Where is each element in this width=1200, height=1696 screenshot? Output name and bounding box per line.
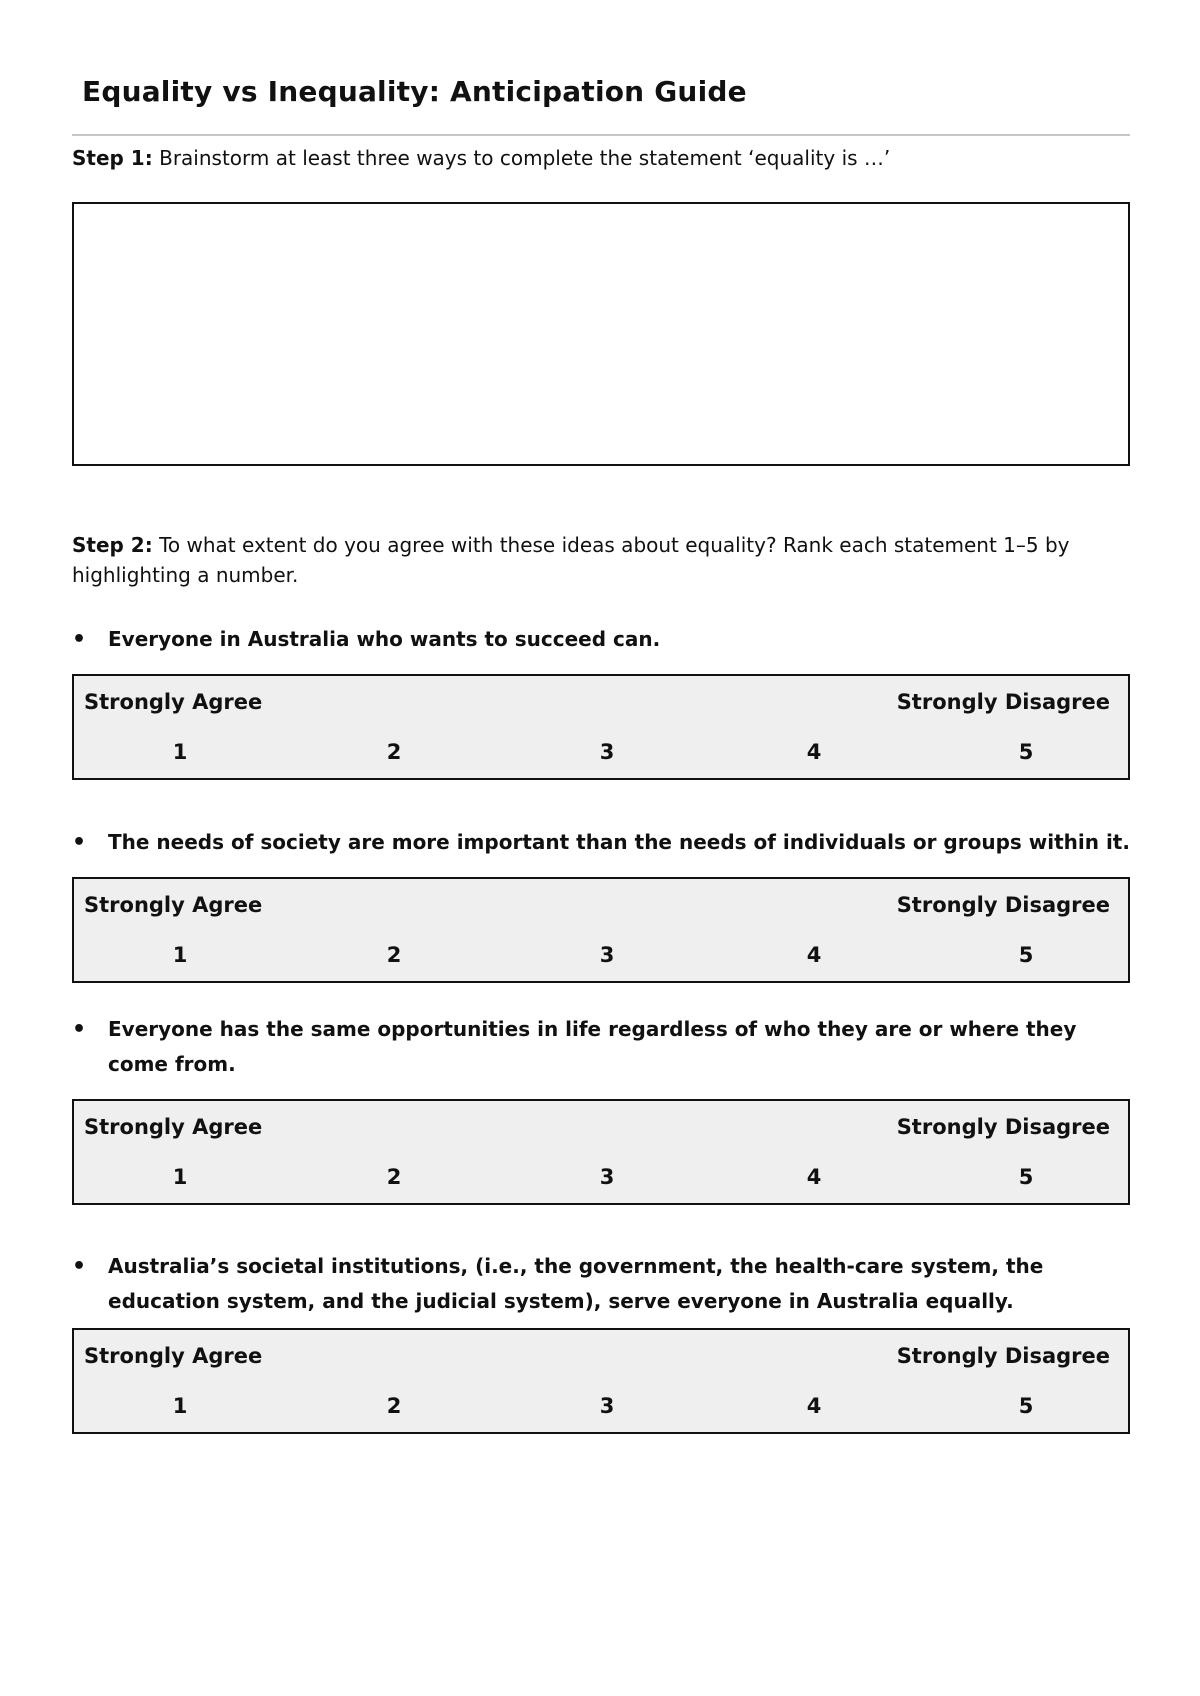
rating-option-5[interactable]: 5 [1018,943,1034,967]
rating-option-4[interactable]: 4 [806,943,822,967]
strongly-disagree-label: Strongly Disagree [896,1115,1110,1139]
step-1-label: Step 1: [72,146,153,170]
strongly-agree-label: Strongly Agree [84,1344,263,1368]
statement-2 [72,825,1132,860]
rating-scale-3 [72,1099,1130,1205]
rating-scale-1 [72,674,1130,780]
statement-text: Everyone in Australia who wants to succeed can. [108,627,661,651]
rating-option-3[interactable]: 3 [599,1394,615,1418]
statement-text: The needs of society are more important than the needs of individuals or groups within it. [108,830,1130,854]
rating-option-5[interactable]: 5 [1018,1165,1034,1189]
rating-option-1[interactable]: 1 [172,1165,188,1189]
bullet-icon: • [72,627,87,652]
rating-option-1[interactable]: 1 [172,740,188,764]
bullet-icon: • [72,830,87,855]
rating-option-2[interactable]: 2 [386,1165,402,1189]
bullet-icon: • [72,1254,87,1279]
rating-option-2[interactable]: 2 [386,740,402,764]
rating-option-2[interactable]: 2 [386,943,402,967]
rating-option-2[interactable]: 2 [386,1394,402,1418]
step-1-instruction [72,143,1132,173]
strongly-disagree-label: Strongly Disagree [896,690,1110,714]
rating-option-4[interactable]: 4 [806,1394,822,1418]
rating-scale-2 [72,877,1130,983]
strongly-disagree-label: Strongly Disagree [896,1344,1110,1368]
rating-option-3[interactable]: 3 [599,740,615,764]
statement-1 [72,622,1132,657]
title-divider [72,134,1130,136]
page-title: Equality vs Inequality: Anticipation Guide [82,75,747,108]
rating-option-1[interactable]: 1 [172,943,188,967]
strongly-agree-label: Strongly Agree [84,893,263,917]
rating-option-3[interactable]: 3 [599,1165,615,1189]
rating-option-5[interactable]: 5 [1018,740,1034,764]
step-2-label: Step 2: [72,533,153,557]
step-2-instruction [72,530,1132,590]
strongly-disagree-label: Strongly Disagree [896,893,1110,917]
rating-option-4[interactable]: 4 [806,740,822,764]
rating-option-3[interactable]: 3 [599,943,615,967]
statement-text: Everyone has the same opportunities in life regardless of who they are or where they come from. [108,1017,1077,1076]
bullet-icon: • [72,1017,87,1042]
rating-scale-4 [72,1328,1130,1434]
statement-text: Australia’s societal institutions, (i.e., the government, the health-care system, the education system, and the judicial system), serve everyone in Australia equally. [108,1254,1044,1313]
statement-4 [72,1249,1132,1319]
statement-3 [72,1012,1132,1082]
strongly-agree-label: Strongly Agree [84,690,263,714]
brainstorm-answer-box[interactable] [72,202,1130,466]
rating-option-5[interactable]: 5 [1018,1394,1034,1418]
rating-option-1[interactable]: 1 [172,1394,188,1418]
strongly-agree-label: Strongly Agree [84,1115,263,1139]
rating-option-4[interactable]: 4 [806,1165,822,1189]
step-2-text: To what extent do you agree with these ideas about equality? Rank each statement 1–5 by highlighting a number. [72,533,1070,587]
step-1-text: Brainstorm at least three ways to complete the statement ‘equality is …’ [152,146,891,170]
